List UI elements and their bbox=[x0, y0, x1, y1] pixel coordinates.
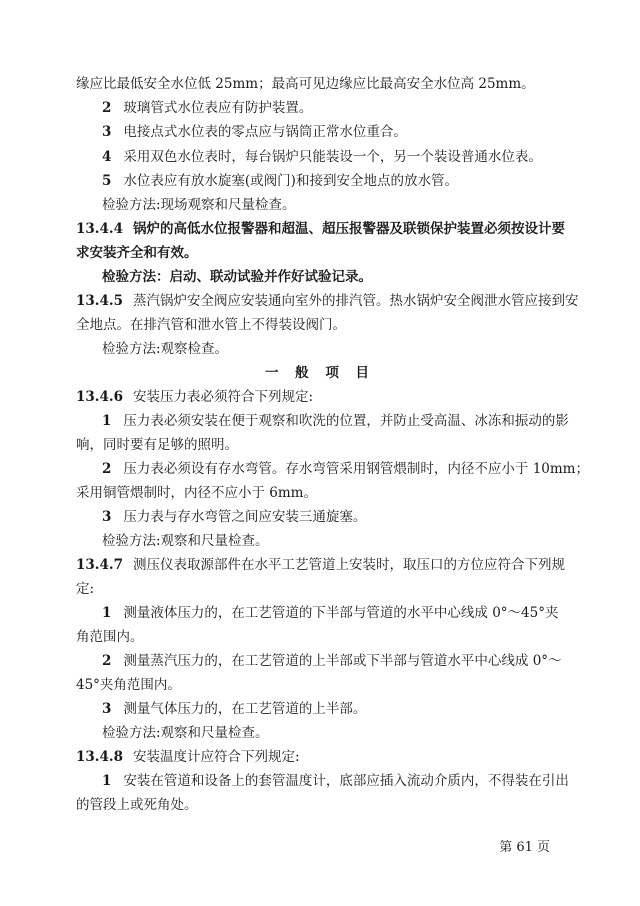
line-text: 检验方法:观察和尺量检查。 bbox=[102, 533, 269, 549]
line-text: 检验方法:观察检查。 bbox=[102, 341, 229, 357]
list-item-cont bbox=[76, 675, 572, 695]
section-text: 安装压力表必须符合下列规定: bbox=[132, 389, 314, 405]
section-13-4-4-cont bbox=[76, 243, 572, 263]
section-text: 安装温度计应符合下列规定: bbox=[132, 749, 300, 765]
item-number: 3 bbox=[102, 509, 112, 525]
paragraph-line bbox=[76, 74, 572, 94]
section-number: 13.4.6 bbox=[76, 389, 123, 405]
item-text: 测量液体压力的，在工艺管道的下半部与管道的水平中心线成 0°～45°夹 bbox=[123, 605, 559, 621]
inspection-method bbox=[102, 531, 572, 551]
item-text: 测量气体压力的，在工艺管道的上半部。 bbox=[123, 701, 367, 717]
item-number: 2 bbox=[102, 100, 112, 116]
section-13-4-7-cont bbox=[76, 579, 572, 599]
item-number: 4 bbox=[102, 149, 112, 165]
item-text: 水位表应有放水旋塞(或阀门)和接到安全地点的放水管。 bbox=[123, 173, 458, 189]
item-text: 玻璃管式水位表应有防护装置。 bbox=[123, 100, 313, 116]
list-item bbox=[102, 459, 589, 479]
line-text: 检验方法：启动、联动试验并作好试验记录。 bbox=[102, 269, 372, 285]
list-item bbox=[102, 411, 572, 431]
section-text: 锅炉的高低水位报警器和超温、超压报警器及联锁保护装置必须按设计要 bbox=[132, 221, 565, 237]
section-number: 13.4.8 bbox=[76, 749, 123, 765]
inspection-method bbox=[102, 267, 572, 287]
item-text: 压力表与存水弯管之间应安装三通旋塞。 bbox=[123, 509, 367, 525]
item-number: 5 bbox=[102, 173, 112, 189]
section-13-4-8 bbox=[76, 747, 572, 767]
item-number: 1 bbox=[102, 605, 112, 621]
line-text: 检验方法:观察和尺量检查。 bbox=[102, 725, 269, 741]
section-13-4-5-cont bbox=[76, 315, 572, 335]
item-text: 电接点式水位表的零点应与锅筒正常水位重合。 bbox=[123, 124, 407, 140]
list-item bbox=[102, 507, 572, 527]
item-text: 压力表必须设有存水弯管。存水弯管采用钢管煨制时，内径不应小于 10mm； bbox=[123, 461, 589, 477]
list-item bbox=[102, 603, 572, 623]
item-text: 采用铜管煨制时，内径不应小于 6mm。 bbox=[76, 485, 317, 501]
inspection-method bbox=[102, 723, 572, 743]
item-text: 测量蒸汽压力的，在工艺管道的上半部或下半部与管道水平中心线成 0°～ bbox=[123, 653, 562, 669]
item-number: 2 bbox=[102, 653, 112, 669]
item-text: 安装在管道和设备上的套管温度计，底部应插入流动介质内，不得装在引出 bbox=[123, 773, 569, 789]
section-text: 全地点。在排汽管和泄水管上不得装设阀门。 bbox=[76, 317, 346, 333]
section-13-4-4 bbox=[76, 219, 572, 239]
list-item-cont bbox=[76, 483, 572, 503]
section-text: 蒸汽锅炉安全阀应安装通向室外的排汽管。热水锅炉安全阀泄水管应接到安 bbox=[132, 293, 579, 309]
item-text: 响，同时要有足够的照明。 bbox=[76, 437, 238, 453]
item-number: 1 bbox=[102, 413, 112, 429]
section-text: 求安装齐全和有效。 bbox=[76, 245, 198, 261]
item-text: 采用双色水位表时，每台锅炉只能装设一个，另一个装设普通水位表。 bbox=[123, 149, 542, 165]
item-number: 3 bbox=[102, 124, 112, 140]
section-number: 13.4.7 bbox=[76, 557, 123, 573]
section-number: 13.4.4 bbox=[76, 221, 123, 237]
inspection-method bbox=[102, 195, 572, 215]
section-13-4-7 bbox=[76, 555, 572, 575]
list-item-cont bbox=[76, 795, 572, 815]
list-item bbox=[102, 171, 572, 191]
list-item bbox=[102, 98, 572, 118]
section-text: 测压仪表取源部件在水平工艺管道上安装时，取压口的方位应符合下列规 bbox=[132, 557, 565, 573]
section-text: 定: bbox=[76, 581, 95, 597]
list-item bbox=[102, 122, 572, 142]
list-item bbox=[102, 147, 572, 167]
section-13-4-5 bbox=[76, 291, 579, 311]
general-items-heading: 一 般 项 目 bbox=[264, 365, 376, 381]
item-number: 2 bbox=[102, 461, 112, 477]
item-text: 的管段上或死角处。 bbox=[76, 797, 198, 813]
item-number: 3 bbox=[102, 701, 112, 717]
line-text: 缘应比最低安全水位低 25mm；最高可见边缘应比最高安全水位高 25mm。 bbox=[76, 76, 535, 92]
page-number: 第 61 页 bbox=[499, 840, 550, 855]
list-item-cont bbox=[76, 435, 572, 455]
item-text: 45°夹角范围内。 bbox=[76, 677, 181, 693]
section-number: 13.4.5 bbox=[76, 293, 123, 309]
inspection-method bbox=[102, 339, 572, 359]
line-text: 检验方法:现场观察和尺量检查。 bbox=[102, 197, 296, 213]
section-13-4-6 bbox=[76, 387, 572, 407]
list-item bbox=[102, 771, 572, 791]
item-text: 压力表必须安装在便于观察和吹洗的位置，并防止受高温、冰冻和振动的影 bbox=[123, 413, 569, 429]
list-item-cont bbox=[76, 627, 572, 647]
item-text: 角范围内。 bbox=[76, 629, 144, 645]
item-number: 1 bbox=[102, 773, 112, 789]
list-item bbox=[102, 699, 572, 719]
list-item bbox=[102, 651, 572, 671]
